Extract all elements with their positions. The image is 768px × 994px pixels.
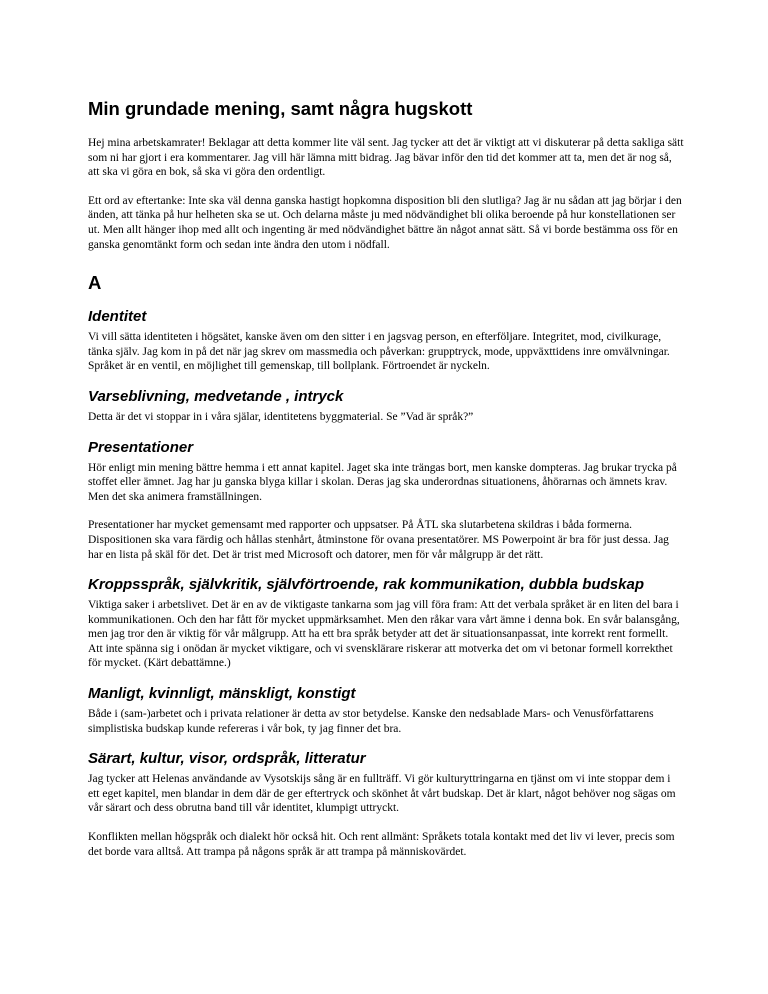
subsection-identitet xyxy=(88,308,684,374)
subsection-presentationer xyxy=(88,439,684,563)
body-paragraph: Konflikten mellan högspråk och dialekt hör också hit. Och rent allmänt: Språkets totala kontakt med det liv vi lever, precis som det borde vara alltså. Att trampa på någons språk är att trampa på människovärdet. xyxy=(88,831,675,858)
subsection-varseblivning xyxy=(88,388,684,425)
intro-paragraph: Ett ord av eftertanke: Inte ska väl denna ganska hastigt hopkomna disposition bli den slutliga? Jag är nu sådan att jag börjar i den änden, att tänka på hur helheten ska se ut. Och delarna måste ju med nödvändighet bli olika beroende på hur konstellationen ser ut. Men allt hänger ihop med allt och ingenting är med nödvändighet bättre än något annat sätt. Så vi borde bestämma oss för en ganska genomtänkt form och sedan inte ändra den utom i nödfall. xyxy=(88,194,682,251)
body-paragraph: Presentationer har mycket gemensamt med rapporter och uppsatser. På ÅTL ska slutarbetena skildras i båda formerna. Dispositionen ska vara färdig och hållas stenhårt, åtminstone för ovana presentatörer. MS Powerpoint är bra för just dessa. Jag har en lista på skäl för det. Det är trist med Microsoft och datorer, men för vår målgrupp är det rätt. xyxy=(88,519,669,561)
subsection-sarart xyxy=(88,750,684,859)
intro-paragraph: Hej mina arbetskamrater! Beklagar att detta kommer lite väl sent. Jag tycker att det är viktigt att vi diskuterar på detta sakliga sätt som ni har gjort i era kommentarer. Jag vill här lämna mitt bidrag. Jag bävar inför den tid det kommer att ta, men det är nog så, att ska vi göra en bok, så ska vi göra den ordentligt. xyxy=(88,137,684,179)
body-paragraph: Viktiga saker i arbetslivet. Det är en av de viktigaste tankarna som jag vill föra fram: Att det verbala språket är en liten del bara i kommunikationen. Och den har fått för mycket uppmärksamhet. Men den råkar vara vårt ämne i denna bok. En svår balansgång, men jag tror den är viktig för vår målgrupp. Att ha ett bra språk betyder att det är situationsanpassat, inte korrekt rent formellt. Att inte spänna sig i onödan är mycket viktigare, och vi svensklärare riskerar att motverka det om vi betonar formell korrekthet för mycket. (Kärt debattämne.) xyxy=(88,599,680,670)
document-page xyxy=(88,98,684,859)
subsection-heading: Identitet xyxy=(88,308,147,326)
subsection-manligt xyxy=(88,685,684,736)
body-paragraph: Detta är det vi stoppar in i våra själar, identitetens byggmaterial. Se ”Vad är språk?” xyxy=(88,410,474,423)
body-paragraph: Hör enligt min mening bättre hemma i ett annat kapitel. Jaget ska inte trängas bort, men kanske dompteras. Jag brukar trycka på stoffet eller ämnet. Jag har ju ganska blyga killar i skolan. Deras jag ska underordnas situationens, åhörarnas och ämnets krav. Men det ska animera framställningen. xyxy=(88,461,677,503)
subsection-kroppssprak xyxy=(88,576,684,671)
subsection-heading: Särart, kultur, visor, ordspråk, litteratur xyxy=(88,750,366,768)
body-paragraph: Jag tycker att Helenas användande av Vysotskijs sång är en fullträff. Vi gör kulturyttringarna en tjänst om vi inte stoppar dem i ett eget kapitel, men blandar in dem där de ger eftertryck och skönhet åt vårt budskap. Det är klart, något behöver nog sägas om vår särart och dess obrutna band till vår identitet, klumpigt uttryckt. xyxy=(88,773,676,815)
subsection-heading: Manligt, kvinnligt, mänskligt, konstigt xyxy=(88,685,356,703)
body-paragraph: Både i (sam-)arbetet och i privata relationer är detta av stor betydelse. Kanske den nedsablade Mars- och Venusförfattarens simplistiska budskap kunde refereras i vår bok, ty jag finner det bra. xyxy=(88,708,654,735)
section-heading: A xyxy=(88,272,102,294)
subsection-heading: Kroppsspråk, självkritik, självförtroende, rak kommunikation, dubbla budskap xyxy=(88,576,644,594)
document-title: Min grundade mening, samt några hugskott xyxy=(88,98,473,119)
subsection-heading: Presentationer xyxy=(88,438,194,456)
body-paragraph: Vi vill sätta identiteten i högsätet, kanske även om den sitter i en jagsvag person, en efterföljare. Integritet, mod, civilkurage, tänka själv. Jag kom in på det när jag skrev om massmedia och påverkan: grupptryck, mode, uppväxttidens inre omvälvningar. Språket är en ventil, en möjlighet till gemenskap, till bollplank. Förtroendet är nyckeln. xyxy=(88,331,670,373)
subsection-heading: Varseblivning, medvetande , intryck xyxy=(88,387,344,405)
